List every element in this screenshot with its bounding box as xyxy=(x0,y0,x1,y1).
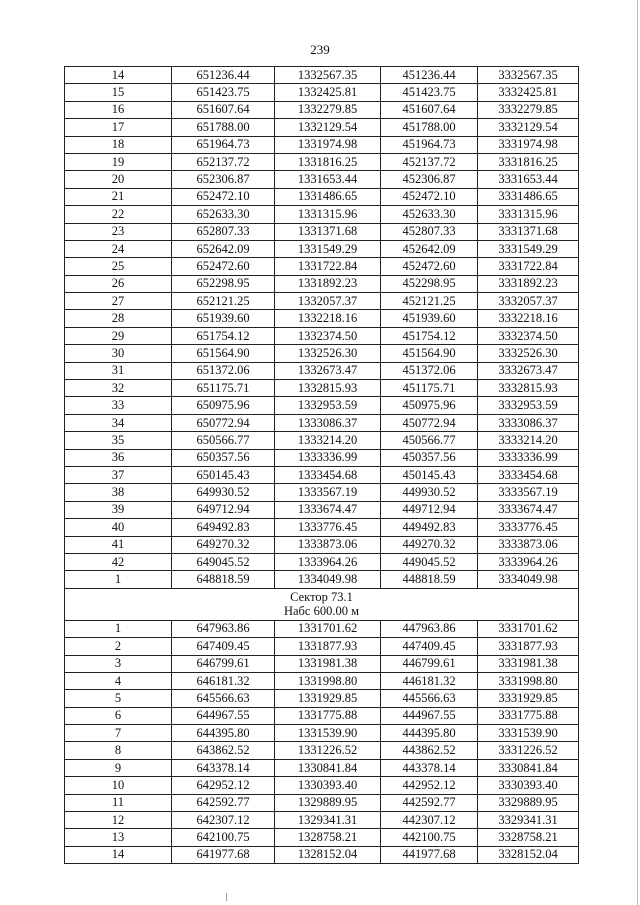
point-number-cell: 33 xyxy=(65,397,172,414)
x-coordinate-alt-cell: 452472.60 xyxy=(381,258,478,275)
point-number-cell: 17 xyxy=(65,119,172,136)
y-coordinate-alt-cell: 3333776.45 xyxy=(478,519,579,536)
table-row xyxy=(65,327,579,344)
point-number-cell: 10 xyxy=(65,777,172,794)
table-row xyxy=(65,846,579,863)
y-coordinate-cell: 1331892.23 xyxy=(275,275,381,292)
y-coordinate-cell: 1330841.84 xyxy=(275,759,381,776)
table-row xyxy=(65,380,579,397)
y-coordinate-cell: 1331981.38 xyxy=(275,655,381,672)
y-coordinate-alt-cell: 3331653.44 xyxy=(478,171,579,188)
point-number-cell: 37 xyxy=(65,466,172,483)
table-row xyxy=(65,449,579,466)
y-coordinate-alt-cell: 3332673.47 xyxy=(478,362,579,379)
y-coordinate-alt-cell: 3332953.59 xyxy=(478,397,579,414)
y-coordinate-alt-cell: 3331981.38 xyxy=(478,655,579,672)
y-coordinate-cell: 1332425.81 xyxy=(275,84,381,101)
y-coordinate-alt-cell: 3331539.90 xyxy=(478,725,579,742)
x-coordinate-cell: 647409.45 xyxy=(172,638,275,655)
point-number-cell: 39 xyxy=(65,501,172,518)
sector-title: Сектор 73.1 xyxy=(290,590,353,605)
y-coordinate-alt-cell: 3332567.35 xyxy=(478,67,579,84)
point-number-cell: 14 xyxy=(65,67,172,84)
table-row xyxy=(65,484,579,501)
y-coordinate-alt-cell: 3333674.47 xyxy=(478,501,579,518)
table-row xyxy=(65,672,579,689)
x-coordinate-cell: 641977.68 xyxy=(172,846,275,863)
x-coordinate-alt-cell: 444967.55 xyxy=(381,707,478,724)
table-row xyxy=(65,84,579,101)
table-row xyxy=(65,153,579,170)
point-number-cell: 26 xyxy=(65,275,172,292)
x-coordinate-cell: 649045.52 xyxy=(172,553,275,570)
x-coordinate-alt-cell: 452298.95 xyxy=(381,275,478,292)
y-coordinate-cell: 1332815.93 xyxy=(275,380,381,397)
table-row xyxy=(65,171,579,188)
x-coordinate-alt-cell: 443378.14 xyxy=(381,759,478,776)
point-number-cell: 4 xyxy=(65,672,172,689)
point-number-cell: 36 xyxy=(65,449,172,466)
x-coordinate-alt-cell: 452121.25 xyxy=(381,293,478,310)
point-number-cell: 25 xyxy=(65,258,172,275)
x-coordinate-cell: 647963.86 xyxy=(172,620,275,637)
y-coordinate-alt-cell: 3331226.52 xyxy=(478,742,579,759)
y-coordinate-alt-cell: 3330841.84 xyxy=(478,759,579,776)
y-coordinate-alt-cell: 3333086.37 xyxy=(478,414,579,431)
x-coordinate-alt-cell: 442307.12 xyxy=(381,812,478,829)
point-number-cell: 23 xyxy=(65,223,172,240)
point-number-cell: 2 xyxy=(65,638,172,655)
x-coordinate-alt-cell: 451564.90 xyxy=(381,345,478,362)
x-coordinate-cell: 649492.83 xyxy=(172,519,275,536)
y-coordinate-alt-cell: 3330393.40 xyxy=(478,777,579,794)
x-coordinate-cell: 646799.61 xyxy=(172,655,275,672)
table-row xyxy=(65,414,579,431)
table-row xyxy=(65,794,579,811)
y-coordinate-alt-cell: 3332374.50 xyxy=(478,327,579,344)
y-coordinate-cell: 1331226.52 xyxy=(275,742,381,759)
table-row xyxy=(65,258,579,275)
table-row xyxy=(65,136,579,153)
y-coordinate-alt-cell: 3332218.16 xyxy=(478,310,579,327)
point-number-cell: 30 xyxy=(65,345,172,362)
x-coordinate-alt-cell: 449270.32 xyxy=(381,536,478,553)
x-coordinate-cell: 652121.25 xyxy=(172,293,275,310)
y-coordinate-cell: 1331877.93 xyxy=(275,638,381,655)
point-number-cell: 19 xyxy=(65,153,172,170)
point-number-cell: 28 xyxy=(65,310,172,327)
table-row xyxy=(65,293,579,310)
table-row xyxy=(65,690,579,707)
y-coordinate-alt-cell: 3328758.21 xyxy=(478,829,579,846)
x-coordinate-cell: 642100.75 xyxy=(172,829,275,846)
y-coordinate-cell: 1333567.19 xyxy=(275,484,381,501)
y-coordinate-cell: 1329889.95 xyxy=(275,794,381,811)
x-coordinate-alt-cell: 442100.75 xyxy=(381,829,478,846)
y-coordinate-cell: 1331549.29 xyxy=(275,240,381,257)
x-coordinate-alt-cell: 452472.10 xyxy=(381,188,478,205)
x-coordinate-alt-cell: 449045.52 xyxy=(381,553,478,570)
y-coordinate-cell: 1332953.59 xyxy=(275,397,381,414)
x-coordinate-cell: 652306.87 xyxy=(172,171,275,188)
y-coordinate-cell: 1329341.31 xyxy=(275,812,381,829)
x-coordinate-alt-cell: 449492.83 xyxy=(381,519,478,536)
y-coordinate-alt-cell: 3333336.99 xyxy=(478,449,579,466)
y-coordinate-cell: 1331816.25 xyxy=(275,153,381,170)
x-coordinate-alt-cell: 450975.96 xyxy=(381,397,478,414)
y-coordinate-alt-cell: 3331892.23 xyxy=(478,275,579,292)
x-coordinate-cell: 644967.55 xyxy=(172,707,275,724)
x-coordinate-cell: 652807.33 xyxy=(172,223,275,240)
point-number-cell: 3 xyxy=(65,655,172,672)
y-coordinate-cell: 1331974.98 xyxy=(275,136,381,153)
y-coordinate-alt-cell: 3334049.98 xyxy=(478,571,579,588)
x-coordinate-cell: 642592.77 xyxy=(172,794,275,811)
table-row xyxy=(65,206,579,223)
table-row xyxy=(65,759,579,776)
point-number-cell: 7 xyxy=(65,725,172,742)
table-row xyxy=(65,655,579,672)
point-number-cell: 9 xyxy=(65,759,172,776)
table-row xyxy=(65,466,579,483)
x-coordinate-cell: 651788.00 xyxy=(172,119,275,136)
point-number-cell: 13 xyxy=(65,829,172,846)
table-row xyxy=(65,310,579,327)
table-row xyxy=(65,725,579,742)
x-coordinate-cell: 642952.12 xyxy=(172,777,275,794)
point-number-cell: 34 xyxy=(65,414,172,431)
x-coordinate-cell: 650145.43 xyxy=(172,466,275,483)
x-coordinate-cell: 645566.63 xyxy=(172,690,275,707)
table-row xyxy=(65,362,579,379)
point-number-cell: 40 xyxy=(65,519,172,536)
x-coordinate-cell: 651939.60 xyxy=(172,310,275,327)
y-coordinate-cell: 1332218.16 xyxy=(275,310,381,327)
x-coordinate-alt-cell: 451788.00 xyxy=(381,119,478,136)
x-coordinate-alt-cell: 451939.60 xyxy=(381,310,478,327)
point-number-cell: 8 xyxy=(65,742,172,759)
y-coordinate-cell: 1331539.90 xyxy=(275,725,381,742)
y-coordinate-cell: 1333336.99 xyxy=(275,449,381,466)
x-coordinate-cell: 643378.14 xyxy=(172,759,275,776)
y-coordinate-alt-cell: 3333873.06 xyxy=(478,536,579,553)
x-coordinate-alt-cell: 448818.59 xyxy=(381,571,478,588)
y-coordinate-alt-cell: 3332526.30 xyxy=(478,345,579,362)
x-coordinate-alt-cell: 450772.94 xyxy=(381,414,478,431)
x-coordinate-alt-cell: 451236.44 xyxy=(381,67,478,84)
x-coordinate-alt-cell: 451423.75 xyxy=(381,84,478,101)
x-coordinate-alt-cell: 452807.33 xyxy=(381,223,478,240)
x-coordinate-alt-cell: 452306.87 xyxy=(381,171,478,188)
point-number-cell: 27 xyxy=(65,293,172,310)
y-coordinate-alt-cell: 3333567.19 xyxy=(478,484,579,501)
y-coordinate-alt-cell: 3333454.68 xyxy=(478,466,579,483)
coordinates-table-bottom-section xyxy=(65,620,579,863)
y-coordinate-cell: 1332673.47 xyxy=(275,362,381,379)
table-row xyxy=(65,571,579,588)
table-row xyxy=(65,345,579,362)
table-row xyxy=(65,119,579,136)
y-coordinate-alt-cell: 3331486.65 xyxy=(478,188,579,205)
x-coordinate-alt-cell: 451175.71 xyxy=(381,380,478,397)
y-coordinate-alt-cell: 3332279.85 xyxy=(478,101,579,118)
sector-height-label: Набс 600.00 м xyxy=(283,604,360,619)
x-coordinate-cell: 652298.95 xyxy=(172,275,275,292)
y-coordinate-alt-cell: 3331315.96 xyxy=(478,206,579,223)
x-coordinate-cell: 651754.12 xyxy=(172,327,275,344)
x-coordinate-alt-cell: 445566.63 xyxy=(381,690,478,707)
x-coordinate-cell: 652642.09 xyxy=(172,240,275,257)
table-row xyxy=(65,432,579,449)
x-coordinate-cell: 650566.77 xyxy=(172,432,275,449)
x-coordinate-alt-cell: 446799.61 xyxy=(381,655,478,672)
x-coordinate-cell: 643862.52 xyxy=(172,742,275,759)
y-coordinate-alt-cell: 3332425.81 xyxy=(478,84,579,101)
y-coordinate-cell: 1328152.04 xyxy=(275,846,381,863)
point-number-cell: 38 xyxy=(65,484,172,501)
y-coordinate-alt-cell: 3333964.26 xyxy=(478,553,579,570)
y-coordinate-cell: 1332057.37 xyxy=(275,293,381,310)
table-row xyxy=(65,553,579,570)
x-coordinate-cell: 651423.75 xyxy=(172,84,275,101)
x-coordinate-alt-cell: 444395.80 xyxy=(381,725,478,742)
y-coordinate-alt-cell: 3331974.98 xyxy=(478,136,579,153)
x-coordinate-cell: 652472.60 xyxy=(172,258,275,275)
table-row xyxy=(65,707,579,724)
table-row xyxy=(65,812,579,829)
sector-header-row xyxy=(65,588,579,620)
x-coordinate-alt-cell: 450145.43 xyxy=(381,466,478,483)
y-coordinate-cell: 1331486.65 xyxy=(275,188,381,205)
point-number-cell: 16 xyxy=(65,101,172,118)
point-number-cell: 18 xyxy=(65,136,172,153)
point-number-cell: 35 xyxy=(65,432,172,449)
x-coordinate-cell: 651564.90 xyxy=(172,345,275,362)
x-coordinate-cell: 644395.80 xyxy=(172,725,275,742)
y-coordinate-cell: 1332279.85 xyxy=(275,101,381,118)
x-coordinate-cell: 649930.52 xyxy=(172,484,275,501)
point-number-cell: 42 xyxy=(65,553,172,570)
table-row xyxy=(65,536,579,553)
y-coordinate-alt-cell: 3331775.88 xyxy=(478,707,579,724)
table-row xyxy=(65,67,579,84)
table-row xyxy=(65,742,579,759)
y-coordinate-cell: 1333214.20 xyxy=(275,432,381,449)
y-coordinate-cell: 1333454.68 xyxy=(275,466,381,483)
table-row xyxy=(65,638,579,655)
x-coordinate-cell: 652137.72 xyxy=(172,153,275,170)
y-coordinate-cell: 1331998.80 xyxy=(275,672,381,689)
sector-header-section xyxy=(65,588,579,620)
page-number: 239 xyxy=(310,42,330,57)
x-coordinate-cell: 651372.06 xyxy=(172,362,275,379)
y-coordinate-cell: 1332374.50 xyxy=(275,327,381,344)
x-coordinate-cell: 652633.30 xyxy=(172,206,275,223)
point-number-cell: 6 xyxy=(65,707,172,724)
y-coordinate-cell: 1334049.98 xyxy=(275,571,381,588)
x-coordinate-alt-cell: 447409.45 xyxy=(381,638,478,655)
point-number-cell: 1 xyxy=(65,571,172,588)
point-number-cell: 15 xyxy=(65,84,172,101)
y-coordinate-alt-cell: 3331549.29 xyxy=(478,240,579,257)
y-coordinate-cell: 1331722.84 xyxy=(275,258,381,275)
point-number-cell: 12 xyxy=(65,812,172,829)
table-row xyxy=(65,397,579,414)
y-coordinate-cell: 1332129.54 xyxy=(275,119,381,136)
sector-header-cell xyxy=(65,588,579,620)
point-number-cell: 11 xyxy=(65,794,172,811)
x-coordinate-alt-cell: 452633.30 xyxy=(381,206,478,223)
point-number-cell: 41 xyxy=(65,536,172,553)
y-coordinate-cell: 1331315.96 xyxy=(275,206,381,223)
x-coordinate-cell: 648818.59 xyxy=(172,571,275,588)
table-row xyxy=(65,829,579,846)
point-number-cell: 22 xyxy=(65,206,172,223)
x-coordinate-cell: 642307.12 xyxy=(172,812,275,829)
x-coordinate-alt-cell: 451607.64 xyxy=(381,101,478,118)
y-coordinate-cell: 1332526.30 xyxy=(275,345,381,362)
y-coordinate-cell: 1331701.62 xyxy=(275,620,381,637)
x-coordinate-alt-cell: 449930.52 xyxy=(381,484,478,501)
x-coordinate-cell: 651964.73 xyxy=(172,136,275,153)
coordinates-table xyxy=(64,66,579,864)
y-coordinate-alt-cell: 3328152.04 xyxy=(478,846,579,863)
x-coordinate-cell: 652472.10 xyxy=(172,188,275,205)
y-coordinate-alt-cell: 3331816.25 xyxy=(478,153,579,170)
x-coordinate-alt-cell: 442592.77 xyxy=(381,794,478,811)
point-number-cell: 29 xyxy=(65,327,172,344)
point-number-cell: 1 xyxy=(65,620,172,637)
y-coordinate-alt-cell: 3331998.80 xyxy=(478,672,579,689)
y-coordinate-cell: 1333873.06 xyxy=(275,536,381,553)
y-coordinate-cell: 1331371.68 xyxy=(275,223,381,240)
y-coordinate-alt-cell: 3331722.84 xyxy=(478,258,579,275)
scan-mark xyxy=(226,893,227,901)
y-coordinate-alt-cell: 3333214.20 xyxy=(478,432,579,449)
x-coordinate-alt-cell: 451964.73 xyxy=(381,136,478,153)
y-coordinate-alt-cell: 3332815.93 xyxy=(478,380,579,397)
y-coordinate-alt-cell: 3331701.62 xyxy=(478,620,579,637)
y-coordinate-cell: 1328758.21 xyxy=(275,829,381,846)
x-coordinate-alt-cell: 450357.56 xyxy=(381,449,478,466)
table-row xyxy=(65,101,579,118)
page-edge-line xyxy=(637,0,638,905)
x-coordinate-alt-cell: 451372.06 xyxy=(381,362,478,379)
y-coordinate-alt-cell: 3332057.37 xyxy=(478,293,579,310)
y-coordinate-cell: 1333086.37 xyxy=(275,414,381,431)
table-row xyxy=(65,519,579,536)
point-number-cell: 31 xyxy=(65,362,172,379)
x-coordinate-cell: 651607.64 xyxy=(172,101,275,118)
y-coordinate-cell: 1330393.40 xyxy=(275,777,381,794)
y-coordinate-cell: 1333674.47 xyxy=(275,501,381,518)
y-coordinate-alt-cell: 3329889.95 xyxy=(478,794,579,811)
x-coordinate-alt-cell: 451754.12 xyxy=(381,327,478,344)
x-coordinate-cell: 651236.44 xyxy=(172,67,275,84)
table-row xyxy=(65,501,579,518)
y-coordinate-cell: 1332567.35 xyxy=(275,67,381,84)
x-coordinate-alt-cell: 450566.77 xyxy=(381,432,478,449)
table-row xyxy=(65,275,579,292)
y-coordinate-cell: 1333964.26 xyxy=(275,553,381,570)
table-row xyxy=(65,223,579,240)
y-coordinate-alt-cell: 3332129.54 xyxy=(478,119,579,136)
y-coordinate-cell: 1333776.45 xyxy=(275,519,381,536)
table-row xyxy=(65,777,579,794)
y-coordinate-alt-cell: 3331929.85 xyxy=(478,690,579,707)
table-row xyxy=(65,188,579,205)
x-coordinate-cell: 650975.96 xyxy=(172,397,275,414)
x-coordinate-cell: 650357.56 xyxy=(172,449,275,466)
x-coordinate-alt-cell: 447963.86 xyxy=(381,620,478,637)
y-coordinate-alt-cell: 3329341.31 xyxy=(478,812,579,829)
point-number-cell: 20 xyxy=(65,171,172,188)
x-coordinate-cell: 650772.94 xyxy=(172,414,275,431)
x-coordinate-alt-cell: 442952.12 xyxy=(381,777,478,794)
y-coordinate-cell: 1331775.88 xyxy=(275,707,381,724)
x-coordinate-cell: 646181.32 xyxy=(172,672,275,689)
x-coordinate-cell: 649712.94 xyxy=(172,501,275,518)
x-coordinate-alt-cell: 446181.32 xyxy=(381,672,478,689)
x-coordinate-alt-cell: 452137.72 xyxy=(381,153,478,170)
x-coordinate-alt-cell: 441977.68 xyxy=(381,846,478,863)
x-coordinate-cell: 649270.32 xyxy=(172,536,275,553)
y-coordinate-cell: 1331653.44 xyxy=(275,171,381,188)
y-coordinate-alt-cell: 3331371.68 xyxy=(478,223,579,240)
y-coordinate-cell: 1331929.85 xyxy=(275,690,381,707)
coordinates-table-top-section xyxy=(65,67,579,589)
point-number-cell: 5 xyxy=(65,690,172,707)
table-row xyxy=(65,620,579,637)
x-coordinate-alt-cell: 452642.09 xyxy=(381,240,478,257)
point-number-cell: 24 xyxy=(65,240,172,257)
point-number-cell: 14 xyxy=(65,846,172,863)
y-coordinate-alt-cell: 3331877.93 xyxy=(478,638,579,655)
x-coordinate-alt-cell: 449712.94 xyxy=(381,501,478,518)
point-number-cell: 32 xyxy=(65,380,172,397)
x-coordinate-cell: 651175.71 xyxy=(172,380,275,397)
x-coordinate-alt-cell: 443862.52 xyxy=(381,742,478,759)
table-row xyxy=(65,240,579,257)
point-number-cell: 21 xyxy=(65,188,172,205)
